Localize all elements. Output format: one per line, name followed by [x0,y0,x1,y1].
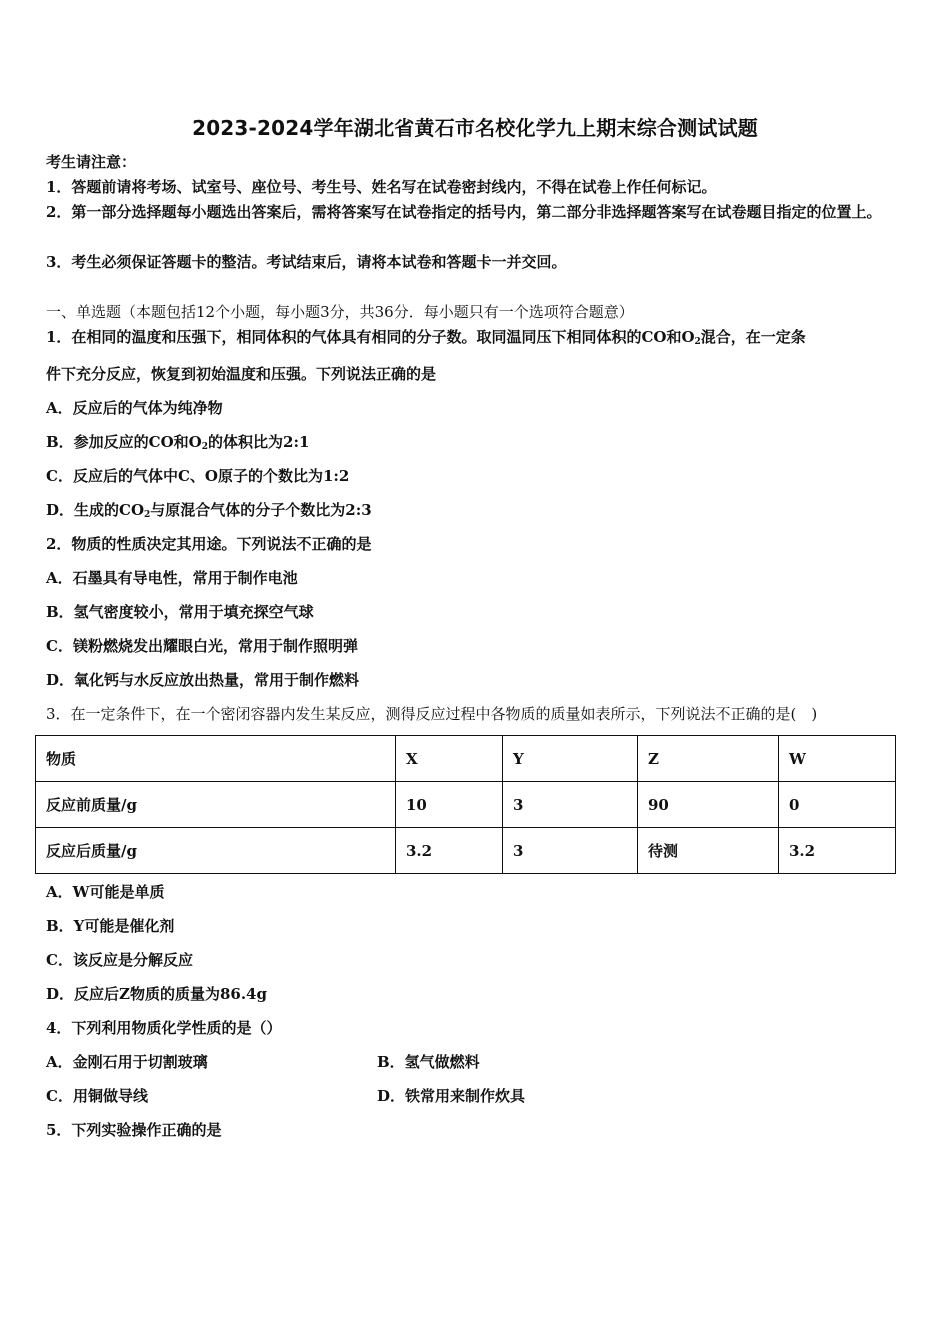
table-cell: 0 [779,782,896,828]
table-cell: 10 [396,782,503,828]
q1-option-c: C．反应后的气体中C、O原子的个数比为1:2 [46,467,350,485]
table-cell: 反应前质量/g [36,782,396,828]
notice-heading: 考生请注意： [46,153,137,171]
q3-stem: 3．在一定条件下，在一个密闭容器内发生某反应，测得反应过程中各物质的质量如表所示，下列说法不正确的是( ) [46,705,818,723]
table-header-cell: Z [638,736,779,782]
q1-stem-subscript: 2 [694,337,701,347]
table-header-row [36,736,896,782]
table-cell: 3.2 [779,828,896,874]
page-title: 2023-2024学年湖北省黄石市名校化学九上期末综合测试试题 [192,116,758,140]
table-header-cell: 物质 [36,736,396,782]
q2-option-d: D．氧化钙与水反应放出热量，常用于制作燃料 [46,671,360,689]
q3-option-c: C．该反应是分解反应 [46,951,193,969]
q3-option-b: B．Y可能是催化剂 [46,917,175,935]
table-cell: 3 [503,828,638,874]
q1-option-d [46,500,372,525]
q4-option-c: C．用铜做导线 [46,1087,148,1105]
table-cell: 90 [638,782,779,828]
table-cell: 反应后质量/g [36,828,396,874]
table-row [36,828,896,874]
notice-item-2: 2．第一部分选择题每小题选出答案后，需将答案写在试卷指定的括号内，第二部分非选择题答案写在试卷题目指定的位置上。 [46,203,882,221]
q1-option-b-part-b: 的体积比为2:1 [208,433,310,451]
q4-option-d: D．铁常用来制作炊具 [377,1087,526,1105]
notice-item-3: 3．考生必须保证答题卡的整洁。考试结束后，请将本试卷和答题卡一并交回。 [46,253,567,271]
q1-option-d-subscript: 2 [144,510,151,520]
q1-option-d-part-b: 与原混合气体的分子个数比为2:3 [150,501,372,519]
q2-option-a: A．石墨具有导电性，常用于制作电池 [46,569,298,587]
table-header-cell: X [396,736,503,782]
q1-stem-line2: 件下充分反应，恢复到初始温度和压强。下列说法正确的是 [46,365,437,383]
mass-table [35,735,896,874]
q4-option-b: B．氢气做燃料 [377,1053,480,1071]
q2-stem: 2．物质的性质决定其用途。下列说法不正确的是 [46,535,372,553]
q1-option-b [46,432,309,457]
table-header-cell: Y [503,736,638,782]
section-heading: 一、单选题（本题包括12个小题，每小题3分，共36分．每小题只有一个选项符合题意） [46,303,634,321]
q3-option-d: D．反应后Z物质的质量为86.4g [46,985,267,1003]
table-row [36,782,896,828]
q3-option-a: A．W可能是单质 [46,883,165,901]
q1-stem-part-b: 混合，在一定条 [700,328,806,346]
table-cell: 3 [503,782,638,828]
q1-option-b-subscript: 2 [201,442,209,452]
q4-option-a: A．金刚石用于切割玻璃 [46,1053,208,1071]
table-cell: 3.2 [396,828,503,874]
q2-option-b: B．氢气密度较小，常用于填充探空气球 [46,603,314,621]
q1-stem-part-a: 1．在相同的温度和压强下，相同体积的气体具有相同的分子数。取同温同压下相同体积的CO和O [46,328,695,346]
notice-item-1: 1．答题前请将考场、试室号、座位号、考生号、姓名写在试卷密封线内，不得在试卷上作任何标记。 [46,178,717,196]
q1-option-a: A．反应后的气体为纯净物 [46,399,223,417]
q1-option-b-part-a: B．参加反应的CO和O [46,433,202,451]
table-cell: 待测 [638,828,779,874]
q4-stem: 4．下列利用物质化学性质的是（） [46,1019,282,1037]
q1-stem [46,327,806,352]
table-header-cell: W [779,736,896,782]
q5-stem: 5．下列实验操作正确的是 [46,1121,222,1139]
q2-option-c: C．镁粉燃烧发出耀眼白光，常用于制作照明弹 [46,637,358,655]
q1-option-d-part-a: D．生成的CO [46,501,145,519]
